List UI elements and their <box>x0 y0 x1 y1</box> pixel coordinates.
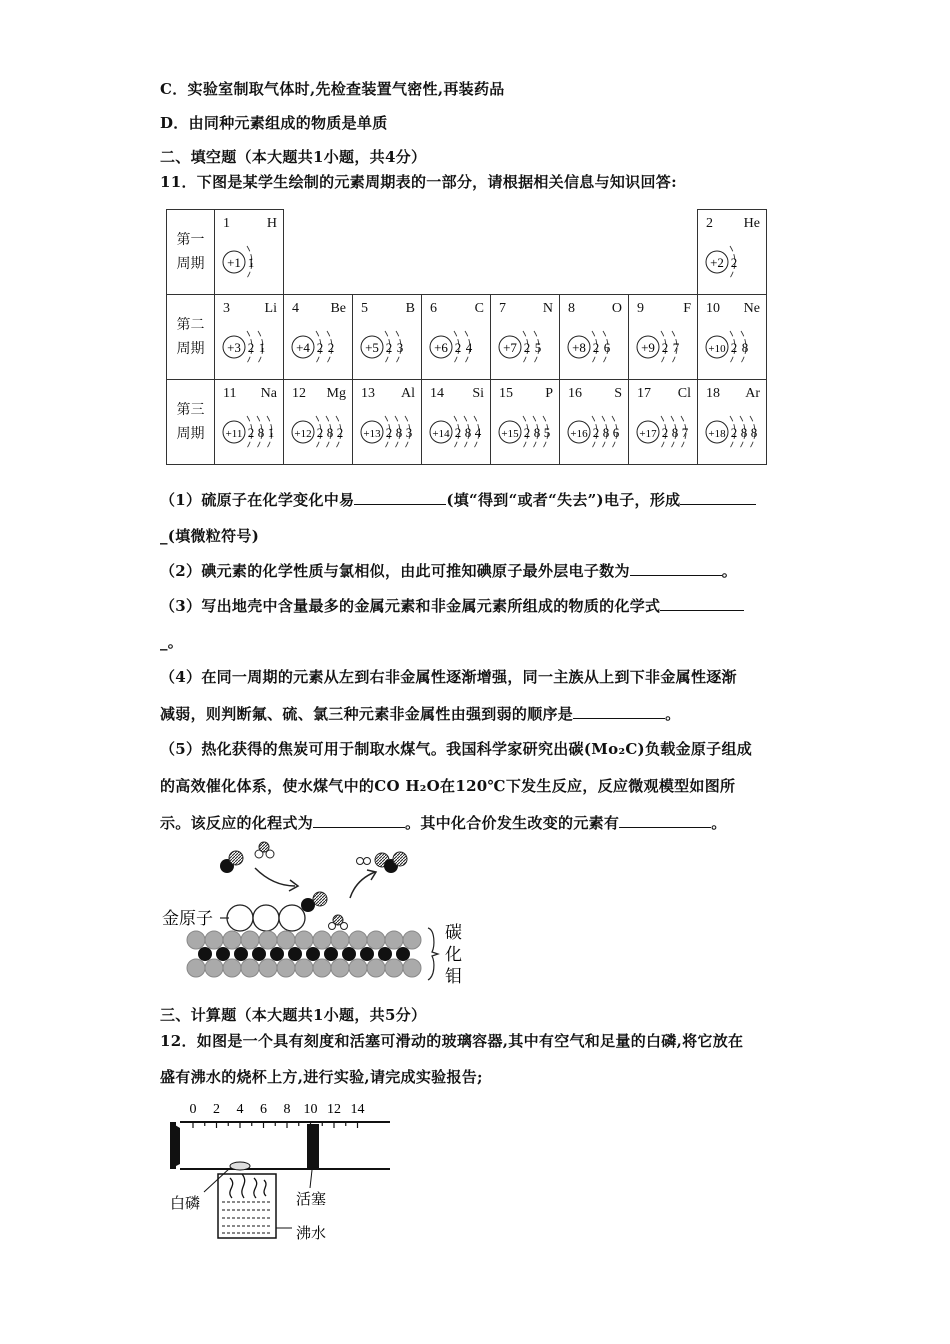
element-cell <box>629 380 698 465</box>
svg-text:4: 4 <box>465 340 473 355</box>
svg-text:2: 2 <box>247 340 255 355</box>
svg-text:+15: +15 <box>501 428 519 440</box>
piston-icon <box>307 1124 319 1168</box>
element-symbol: 17 Cl <box>637 386 691 401</box>
period-3-header: 第三 周期 <box>167 380 215 465</box>
q11-5-line-c: 示。该反应的化程式为 。其中化合价发生改变的元素有 。 <box>160 814 727 832</box>
atom-structure-icon <box>359 410 419 454</box>
element-symbol: 16 S <box>568 386 622 401</box>
atom-structure-icon <box>704 325 764 369</box>
atom-structure-icon <box>497 325 557 369</box>
scale-label: 8 <box>283 1102 291 1117</box>
q11-3-cont: _。 <box>160 633 184 651</box>
atom-structure-icon <box>566 325 626 369</box>
element-cell <box>560 380 629 465</box>
atom-structure-icon <box>428 410 488 454</box>
svg-text:+13: +13 <box>363 428 381 440</box>
answer-blank[interactable] <box>630 561 722 576</box>
svg-text:2: 2 <box>730 340 738 355</box>
brace-icon <box>428 928 438 980</box>
white-phosphorus-icon <box>230 1162 250 1170</box>
svg-text:+2: +2 <box>710 255 724 270</box>
svg-text:8: 8 <box>740 425 748 440</box>
element-cell <box>698 210 767 295</box>
svg-text:8: 8 <box>326 425 334 440</box>
q11-3-line: （3）写出地壳中含量最多的金属元素和非金属元素所组成的物质的化学式 <box>160 595 744 616</box>
element-cell <box>698 380 767 465</box>
beaker-icon <box>218 1174 276 1238</box>
svg-text:1: 1 <box>247 255 255 270</box>
svg-text:+6: +6 <box>434 340 448 355</box>
element-cell <box>215 295 284 380</box>
svg-text:+4: +4 <box>296 340 310 355</box>
svg-text:2: 2 <box>730 255 738 270</box>
q11-1-line: （1）硫原子在化学变化中易 (填“得到“或者“失去”)电子，形成 <box>160 489 756 510</box>
svg-text:2: 2 <box>316 425 324 440</box>
water-molecule-icon <box>259 842 269 852</box>
arrow-in-icon <box>255 868 295 886</box>
svg-text:2: 2 <box>316 340 324 355</box>
svg-text:2: 2 <box>523 340 531 355</box>
svg-text:7: 7 <box>672 340 680 355</box>
oxygen-atom-icon <box>229 851 243 865</box>
element-cell <box>215 210 284 295</box>
svg-text:2: 2 <box>730 425 738 440</box>
element-cell <box>629 295 698 380</box>
svg-text:2: 2 <box>385 340 393 355</box>
element-cell <box>491 295 560 380</box>
svg-text:1: 1 <box>267 425 275 440</box>
svg-text:+3: +3 <box>227 340 241 355</box>
element-cell <box>560 295 629 380</box>
svg-text:2: 2 <box>385 425 393 440</box>
q11-5-line-b: 的高效催化体系，使水煤气中的CO H₂O在120℃下发生反应，反应微观模型如图所 <box>160 777 736 795</box>
element-symbol: 14 Si <box>430 386 484 401</box>
element-symbol: 9 F <box>637 301 691 316</box>
svg-text:1: 1 <box>258 340 266 355</box>
svg-text:4: 4 <box>474 425 482 440</box>
scale-label: 14 <box>350 1102 365 1117</box>
section-3-heading: 三、计算题（本大题共1小题，共5分） <box>160 1006 427 1024</box>
element-symbol: 13 Al <box>361 386 415 401</box>
svg-text:+9: +9 <box>641 340 655 355</box>
q11-5-line-a: （5）热化获得的焦炭可用于制取水煤气。我国科学家研究出碳(Mo₂C)负载金原子组成 <box>160 740 753 758</box>
svg-text:8: 8 <box>257 425 265 440</box>
element-symbol: 7 N <box>499 301 553 316</box>
atom-structure-icon <box>221 240 281 284</box>
scale-label: 0 <box>189 1102 197 1117</box>
question-12-b: 盛有沸水的烧杯上方,进行实验,请完成实验报告; <box>160 1068 483 1086</box>
answer-blank[interactable] <box>354 490 446 505</box>
svg-text:2: 2 <box>661 340 669 355</box>
svg-text:8: 8 <box>741 340 749 355</box>
mo2c-label-3: 钼 <box>445 967 462 987</box>
svg-text:+18: +18 <box>708 428 726 440</box>
svg-text:2: 2 <box>661 425 669 440</box>
svg-text:2: 2 <box>592 425 600 440</box>
atom-structure-icon <box>290 325 350 369</box>
element-symbol: 11 Na <box>223 386 277 401</box>
svg-text:+1: +1 <box>227 255 241 270</box>
mo2c-label-1: 碳 <box>445 923 462 943</box>
gold-atom-label: 金原子 <box>162 909 213 929</box>
atom-structure-icon <box>428 325 488 369</box>
scale-label: 4 <box>236 1102 244 1117</box>
answer-blank[interactable] <box>660 596 744 611</box>
element-symbol: 8 O <box>568 301 622 316</box>
element-symbol: 12 Mg <box>292 386 346 401</box>
svg-text:2: 2 <box>327 340 335 355</box>
svg-text:+8: +8 <box>572 340 586 355</box>
element-symbol: 3 Li <box>223 301 277 316</box>
element-symbol: 18 Ar <box>706 386 760 401</box>
element-cell <box>353 380 422 465</box>
atom-structure-icon <box>635 410 695 454</box>
svg-text:5: 5 <box>543 425 551 440</box>
atom-structure-icon <box>497 410 557 454</box>
atom-structure-icon <box>290 410 350 454</box>
section-2-heading: 二、填空题（本大题共1小题，共4分） <box>160 148 427 166</box>
atom-structure-icon <box>635 325 695 369</box>
element-cell <box>698 295 767 380</box>
period-1-header: 第一 周期 <box>167 210 215 295</box>
q11-4-line-a: （4）在同一周期的元素从左到右非金属性逐渐增强，同一主族从上到下非金属性逐渐 <box>160 668 737 686</box>
svg-text:+11: +11 <box>225 428 243 440</box>
svg-text:8: 8 <box>602 425 610 440</box>
period-2-header: 第二 周期 <box>167 295 215 380</box>
gold-atom-icon <box>227 905 253 931</box>
svg-text:8: 8 <box>671 425 679 440</box>
question-11: 11．下图是某学生绘制的元素周期表的一部分，请根据相关信息与知识回答: <box>160 173 677 191</box>
svg-text:2: 2 <box>454 340 462 355</box>
element-symbol: 5 B <box>361 301 415 316</box>
atom-structure-icon <box>221 410 281 454</box>
svg-text:5: 5 <box>534 340 542 355</box>
svg-text:+12: +12 <box>294 428 312 440</box>
atom-structure-icon <box>704 410 764 454</box>
element-cell <box>491 380 560 465</box>
q11-2-line: （2）碘元素的化学性质与氯相似，由此可推知碘原子最外层电子数为 。 <box>160 562 738 580</box>
svg-text:2: 2 <box>454 425 462 440</box>
svg-text:+16: +16 <box>570 428 588 440</box>
element-symbol: 15 P <box>499 386 553 401</box>
answer-blank[interactable] <box>313 813 405 828</box>
q11-1-cont: _(填微粒符号) <box>160 527 260 545</box>
svg-text:8: 8 <box>533 425 541 440</box>
element-symbol: 1 H <box>223 216 277 231</box>
svg-text:6: 6 <box>603 340 611 355</box>
element-cell <box>284 380 353 465</box>
svg-text:7: 7 <box>681 425 689 440</box>
answer-blank[interactable] <box>573 704 665 719</box>
element-cell <box>422 295 491 380</box>
scale-label: 2 <box>213 1102 220 1117</box>
answer-blank[interactable] <box>680 490 756 505</box>
scale-label: 10 <box>303 1102 318 1117</box>
svg-text:+17: +17 <box>639 428 657 440</box>
svg-text:+14: +14 <box>432 428 450 440</box>
svg-text:+7: +7 <box>503 340 517 355</box>
atom-structure-icon <box>359 325 419 369</box>
catalyst-model-figure <box>160 838 470 988</box>
option-c: C．实验室制取气体时,先检查装置气密性,再装药品 <box>160 80 505 98</box>
element-symbol: 4 Be <box>292 301 346 316</box>
scale-label: 6 <box>260 1102 267 1117</box>
atom-structure-icon <box>221 325 281 369</box>
svg-text:3: 3 <box>405 425 413 440</box>
option-d: D．由同种元素组成的物质是单质 <box>160 114 388 132</box>
mo2c-label-2: 化 <box>445 945 462 965</box>
element-cell <box>215 380 284 465</box>
element-cell <box>353 295 422 380</box>
apparatus-figure <box>160 1098 410 1248</box>
element-cell <box>422 380 491 465</box>
svg-text:8: 8 <box>464 425 472 440</box>
question-12-a: 12．如图是一个具有刻度和活塞可滑动的玻璃容器,其中有空气和足量的白磷,将它放在 <box>160 1032 744 1050</box>
scale-label: 12 <box>327 1102 341 1117</box>
svg-text:6: 6 <box>612 425 620 440</box>
svg-text:2: 2 <box>523 425 531 440</box>
atom-structure-icon <box>566 410 626 454</box>
answer-blank[interactable] <box>619 813 711 828</box>
svg-text:2: 2 <box>592 340 600 355</box>
svg-text:+10: +10 <box>708 343 726 355</box>
atom-structure-icon <box>704 240 764 284</box>
element-symbol: 2 He <box>706 216 760 231</box>
periodic-table <box>166 209 767 465</box>
element-symbol: 10 Ne <box>706 301 760 316</box>
q11-4-line-b: 减弱，则判断氟、硫、氯三种元素非金属性由强到弱的顺序是 。 <box>160 705 681 723</box>
boiling-water-label: 沸水 <box>296 1224 327 1242</box>
svg-text:8: 8 <box>750 425 758 440</box>
white-phosphorus-label: 白磷 <box>170 1194 201 1212</box>
svg-text:8: 8 <box>395 425 403 440</box>
arrow-out-icon <box>350 872 375 898</box>
element-cell <box>284 295 353 380</box>
element-symbol: 6 C <box>430 301 484 316</box>
svg-text:2: 2 <box>247 425 255 440</box>
piston-label: 活塞 <box>296 1190 327 1208</box>
svg-text:2: 2 <box>336 425 344 440</box>
svg-text:3: 3 <box>396 340 404 355</box>
svg-text:+5: +5 <box>365 340 379 355</box>
